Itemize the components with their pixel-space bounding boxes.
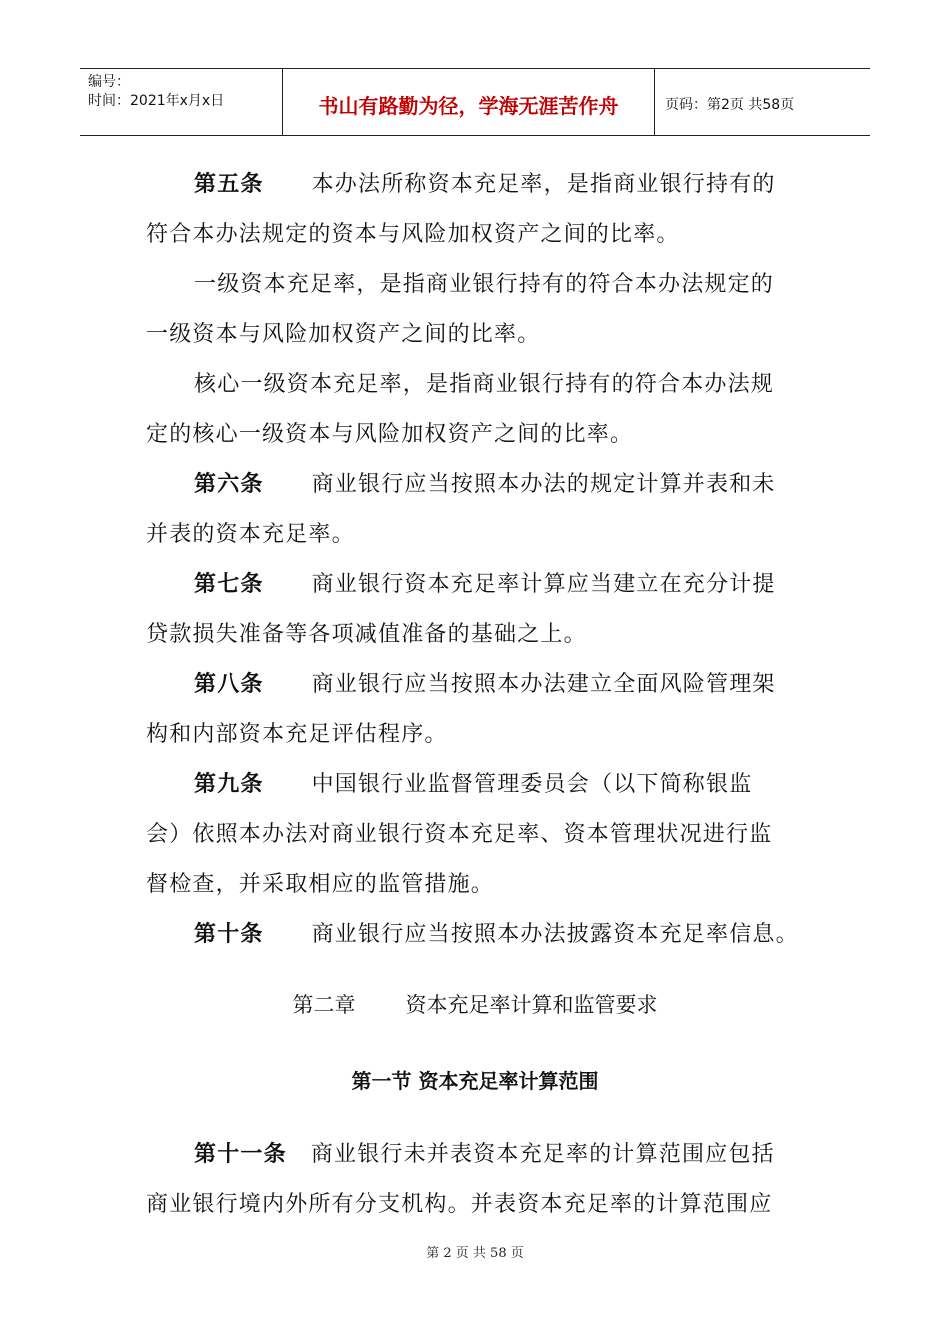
article-6-line-2: 并表的资本充足率。 <box>146 522 355 547</box>
article-7-line-2: 贷款损失准备等各项减值准备的基础之上。 <box>146 622 587 647</box>
article-9-line-2: 会）依照本办法对商业银行资本充足率、资本管理状况进行监 <box>146 822 773 847</box>
article-9-line-3: 督检查，并采取相应的监管措施。 <box>146 872 495 897</box>
chapter-title: 资本充足率计算和监管要求 <box>405 993 658 1017</box>
article-6-line-1: 第六条 商业银行应当按照本办法的规定计算并表和未 <box>194 472 776 497</box>
core-tier1-line-2: 定的核心一级资本与风险加权资产之间的比率。 <box>146 422 634 447</box>
page-footer: 第 2 页 共 58 页 <box>426 1246 524 1261</box>
tier1-line-2: 一级资本与风险加权资产之间的比率。 <box>146 322 541 347</box>
header-meta-cell <box>80 69 283 135</box>
article-11-title: 第十一条 <box>194 1142 287 1167</box>
article-5-line-1: 第五条 本办法所称资本充足率，是指商业银行持有的 <box>194 172 776 197</box>
core-tier1-line-1: 核心一级资本充足率，是指商业银行持有的符合本办法规 <box>194 372 775 397</box>
document-header <box>80 68 870 136</box>
article-7-line-1: 第七条 商业银行资本充足率计算应当建立在充分计提 <box>194 572 776 597</box>
article-5-line-2: 符合本办法规定的资本与风险加权资产之间的比率。 <box>146 222 680 247</box>
article-6-title: 第六条 <box>194 472 264 497</box>
article-9-title: 第九条 <box>194 772 264 797</box>
article-11-line-2: 商业银行境内外所有分支机构。并表资本充足率的计算范围应 <box>146 1192 773 1217</box>
article-7-title: 第七条 <box>194 572 264 597</box>
tier1-line-1: 一级资本充足率，是指商业银行持有的符合本办法规定的 <box>194 272 775 297</box>
article-10-line-1: 第十条 商业银行应当按照本办法披露资本充足率信息。 <box>194 922 799 947</box>
chapter-number: 第二章 <box>292 993 356 1017</box>
time-label: 时间：2021年x月x日 <box>88 93 225 109</box>
article-10-title: 第十条 <box>194 922 264 947</box>
article-8-line-2: 构和内部资本充足评估程序。 <box>146 722 448 747</box>
article-5-title: 第五条 <box>194 172 264 197</box>
section-heading: 第一节 资本充足率计算范围 <box>351 1069 599 1093</box>
header-motto: 书山有路勤为径，学海无涯苦作舟 <box>283 69 655 135</box>
article-8-line-1: 第八条 商业银行应当按照本办法建立全面风险管理架 <box>194 672 776 697</box>
article-9-line-1: 第九条 中国银行业监督管理委员会（以下简称银监 <box>194 772 753 797</box>
number-label: 编号： <box>88 74 130 90</box>
article-8-title: 第八条 <box>194 672 264 697</box>
article-11-line-1: 第十一条 商业银行未并表资本充足率的计算范围应包括 <box>194 1142 775 1167</box>
chapter-heading <box>0 990 950 1020</box>
header-page-info: 页码：第2页 共58页 <box>665 97 795 113</box>
